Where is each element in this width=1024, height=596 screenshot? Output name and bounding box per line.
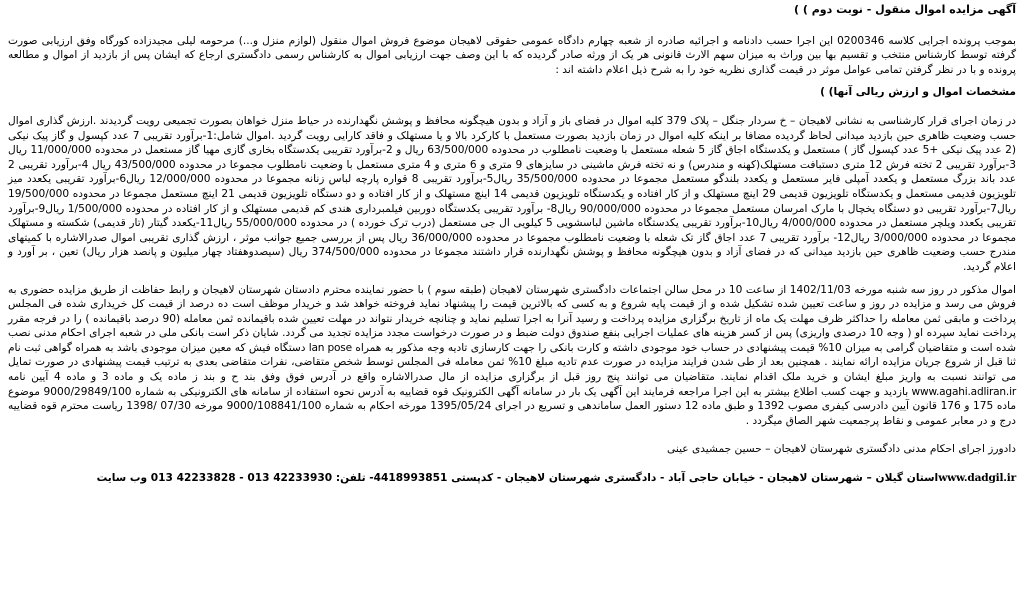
assets-heading: مشخصات اموال و ارزش ریالی آنها) ) bbox=[820, 86, 1016, 99]
footer-address: استان گیلان – شهرستان لاهیجان - خیابان حاجی آباد - دادگستری شهرستان لاهیجان - کدپستی 4418993851- تلفن: 42233930 013 - 42233828 013 وب سایت bbox=[96, 472, 939, 485]
assets-description-paragraph: در زمان اجرای قرار کارشناسی به نشانی لاهیجان – خ سردار جنگل – پلاک 379 کلیه اموال در فضای باز و آزاد و بدون هیچگونه محافظ و پوشش نگهدارنده در حیاط منزل خواهان بصورت تجمیعی رویت گردیدند .ارزش گذاری اموال حسب وضعیت ظاهری حین بازدید میدانی لحاظ گردیده مضافا بر اینکه کلیه اموال در زمان بازدید بصورت مستعمل با کارکرد بالا و یا مستهلک و فاقد کارایی رویت گردید .اموال شامل:1-برآورد تقریبی 7 عدد کپسول و گاز پیک نیکی (2 عدد پیک نیکی +5 عدد کپسول گاز ) مستعمل و یکدستگاه اجاق گاز 5 شعله مستعمل با وضعیت نامطلوب در محدوده 63/500/000 ریال و 2-برآورد تقریبی یکدستگاه بخاری گازی مهیا گاز مستعمل در محدوده 11/000/000 ریال 3-برآورد تقریبی 2 تخته فرش 12 متری دستبافت مستهلک(کهنه و مندرس) و نه تخته فرش ماشینی در سایزهای 9 متری و 6 متری و 4 متری مستعمل با وضعیت نامطلوب مجموعا در محدوده 43/500/000 ریال 4-برآورد تقریبی 2 عدد باند بزرگ مستعمل و یکعدد آمپلی فایر مستعمل و یکعدد بلندگو مستعمل مجموعا در محدوده 35/500/000 ریال5-برآورد تقریبی 8 قواره پارچه لباس زنانه مجموعا در محدوده 12/000/000 ریال6-برآورد تقریبی یکعدد میز تلویزیون قدیمی مستعمل و یکدستگاه تلویزیون قدیمی 29 اینچ مستهلک و از کار افتاده و یکدستگاه تلویزیون قدیمی 14 اینچ مستهلک و از کار افتاده و دو دستگاه تلویزیون قدیمی 21 اینچ مستعمل مجموعا در محدوده 19/500/000 ریال7-برآورد تقریبی دو دستگاه یخچال با مارک امرسان مستعمل مجموعا در محدوده 90/000/000 ریال8- برآورد تقریبی یکدستگاه دوربین فیلمبرداری هندی کم قدیمی مستهلک و از کار افتاده در محدوده 1/500/000 ریال9-برآورد تقریبی یکعدد ویلچر مستعمل در محدوده 4/000/000 ریال10-برآورد تقریبی یکدستگاه ماشین لباسشویی 5 کیلویی ال جی مستعمل (درب ترک خورده ) در محدوده 55/000/000 ریال11-یکعدد گیتار (تار قدیمی) شکسته و مستهلک مجموعا در محدوده 3/000/000 ریال12- برآورد تقریبی 7 عدد اجاق گاز تک شعله با وضعیت نامطلوب مجموعا در محدوده 36/000/000 ریال پس از بررسی جمیع جوانب موثر ، ارزش گذاری تقریبی اموال صدرالاشاره با کمیتهای مندرج حسب وضعیت ظاهری حین بازدید میدانی که در فضای آزاد و بدون هیچگونه محافظ و پوشش نگهدارنده قرار داشتند مجموعا در محدوده 374/500/000 ریال (سیصدوهفتاد چهار میلیون و پانصد هزار ریال) تعین ، بر آورد و اعلام گردید. bbox=[8, 114, 1017, 273]
footer-contact bbox=[8, 471, 1016, 486]
footer-website-link[interactable]: www.dadgil.ir bbox=[938, 472, 1016, 485]
intro-paragraph: بموجب پرونده اجرایی کلاسه 0200346 این اجرا حسب دادنامه و اجرائیه صادره از شعبه چهارم دادگاه عمومی حقوقی لاهیجان موضوع فروش اموال منقول (لوازم منزل و...) مرحومه لیلی مجیدزاده کورگاه وفق ارزیابی صورت گرفته توسط کارشناس منتخب و تقسیم بها بین وراث به میزان سهم الارث قانونی هر یک از ورثه صادر گردیده که با این وصف جهت ارزیابی اموال به کارشناس رسمی دادگستری ارجاع که ایشان پس از بازدید از اموال و مطالعه پرونده و با در نظر گرفتن تمامی عوامل موثر در قیمت گذاری نظریه خود را به شرح ذیل اعلام داشته اند : bbox=[8, 34, 1016, 76]
notice-title: آگهی مزایده اموال منقول - نوبت دوم ) ) bbox=[793, 3, 1016, 16]
auction-terms-paragraph: اموال مذکور در روز سه شنبه مورخه 1402/11/03 از ساعت 10 در محل سالن اجتماعات دادگستری شهرستان لاهیجان (طبقه سوم ) با حضور نماینده محترم دادستان شهرستان لاهیجان و رابط حفاظت از طریق مزایده حضوری به فروش می رسد و مزایده در روز و ساعت تعیین شده تشکیل شده و از قیمت پایه شروع و به کسی که بالاترین قیمت را پیشنهاد نماید فروخته خواهد شد و خریدار موظف است ده درصد از قیمت کل خریداری شده فی المجلس پرداخت و مابقی ثمن معامله را حداکثر ظرف مهلت یک ماه از تاریخ برگزاری مزایده پرداخت و رسید آنرا به اجرا تسلیم نماید و چنانچه خریدار نتواند در مهلت تعیین شده باقیمانده ثمن معامله (90 درصد باقیمانده ) را در فرجه مقرر پرداخت نماید سپرده او ( وجه 10 درصدی واریزی) پس از کسر هزینه های عملیات اجرایی بنفع صندوق دولت ضبط و در صورت درخواست مجدد مزایده تجدید می گردد. شایان ذکر است بانکی ملی در شعبه اجرای احکام مدنی نصب شده است و متقاضیان گرامی به میزان 10% قیمت پیشنهادی در حساب خود موجودی داشته و کارت بانکی را جهت کارسازی تادیه وجه مذکور به همراه lan pose دستگاه فیش که معین میزان موجودی باشد به همراه گواهی ثبت نام ثنا قبل از شروع جریان مزایده ارائه نمایند . همچنین بعد از طی شدن فرایند مزایده در صورت عدم تادیه مبلغ 10% ثمن معامله فی المجلس توسط شخص متقاضی، نفرات متقاضی بعدی به ترتیب قیمت پیشنهادی در صورت تمایل می توانند نسبت به واریز مبلغ ایشان و خرید ملک اقدام نمایند. متقاضیان می توانند پنج روز قبل از برگزاری مزایده از مال صدرالاشاره واقع در آدرس فوق وفق بند ح و بند ز ماده یک و ماده 3 و ماده 4 آیین نامه www.agahi.adliran.ir بازدید و جهت کسب اطلاع بیشتر به این اجرا مراجعه فرمایند این آگهی یک بار در سامانه آگهی الکترونیک قوه قضاییه به آدرس نحوه استفاده از سامانه های الکترونیکی به شماره 9000/29849/100 موضوع ماده 175 و 176 قانون آیین دادرسی کیفری مصوب 1392 و طبق ماده 12 دستور العمل ساماندهی و تسریع در اجرای 1395/05/24 مورخه احکام به شماره 9000/108841/100 مورخه 07/30 /1398 ریاست محترم قوه قضاییه درج و در معابر عمومی و نقاط پرجمعیت شهر الصاق میگردد . bbox=[8, 283, 1017, 427]
signature-line: دادورز اجرای احکام مدنی دادگستری شهرستان لاهیجان – حسین جمشیدی عینی bbox=[667, 443, 1016, 456]
